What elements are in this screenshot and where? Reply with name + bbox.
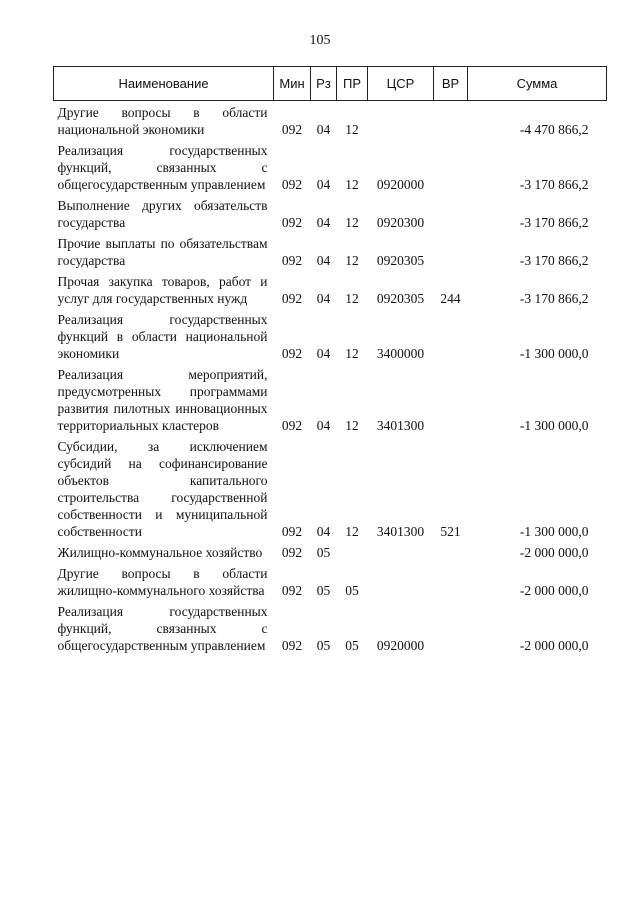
cell-pr: 12: [345, 122, 359, 137]
cell-min: 092: [281, 177, 303, 192]
cell-pr: 12: [345, 215, 359, 230]
cell-csr: [368, 101, 434, 143]
table-row: [54, 311, 607, 366]
cell-min: 092: [281, 291, 303, 306]
cell-rz: 04: [316, 253, 331, 268]
cell-rz: 05: [316, 545, 331, 560]
cell-rz: 05: [316, 638, 331, 653]
cell-name: Прочая закупка товаров, работ и услуг для государственных нужд: [57, 274, 268, 306]
cell-pr: 12: [345, 177, 359, 192]
cell-csr: [368, 565, 434, 603]
cell-name: Реализация государственных функций, связанных с общегосударственным управлением: [57, 604, 268, 653]
cell-sum: -3 170 866,2: [519, 215, 589, 230]
cell-pr: 12: [345, 291, 359, 306]
cell-vr: [434, 603, 468, 658]
cell-vr: 521: [440, 524, 461, 539]
header-sum: Сумма: [468, 67, 607, 101]
cell-csr: 3400000: [376, 346, 425, 361]
cell-vr: [434, 565, 468, 603]
header-pr: ПР: [337, 67, 368, 101]
cell-csr: 0920300: [376, 215, 425, 230]
cell-sum: -2 000 000,0: [519, 638, 589, 653]
cell-rz: 04: [316, 177, 331, 192]
cell-name: Реализация мероприятий, предусмотренных программами развития пилотных инновационных территориальных кластеров: [57, 367, 268, 433]
cell-name: Реализация государственных функций в области национальной экономики: [57, 312, 268, 361]
cell-rz: 04: [316, 418, 331, 433]
header-csr: ЦСР: [368, 67, 434, 101]
cell-sum: -1 300 000,0: [519, 346, 589, 361]
table-body: [54, 101, 607, 659]
cell-name: Реализация государственных функций, связанных с общегосударственным управлением: [57, 143, 268, 192]
cell-rz: 04: [316, 122, 331, 137]
cell-sum: -3 170 866,2: [519, 253, 589, 268]
table-row: [54, 565, 607, 603]
budget-table: [53, 66, 607, 658]
header-vr: ВР: [434, 67, 468, 101]
cell-vr: [434, 366, 468, 438]
header-name: Наименование: [54, 67, 274, 101]
cell-vr: [434, 101, 468, 143]
cell-pr: 12: [345, 524, 359, 539]
cell-csr: 3401300: [376, 524, 425, 539]
cell-name: Прочие выплаты по обязательствам государства: [57, 236, 268, 268]
cell-sum: -4 470 866,2: [519, 122, 589, 137]
cell-rz: 04: [316, 346, 331, 361]
cell-min: 092: [281, 122, 303, 137]
cell-csr: 3401300: [376, 418, 425, 433]
cell-name: Выполнение других обязательств государства: [57, 198, 268, 230]
cell-pr: 12: [345, 418, 359, 433]
page-number: 105: [309, 33, 331, 48]
cell-name: Другие вопросы в области национальной экономики: [57, 105, 268, 137]
table-row: [54, 603, 607, 658]
table-row: [54, 366, 607, 438]
cell-csr: 0920000: [376, 638, 425, 653]
cell-csr: 0920305: [376, 291, 425, 306]
cell-name: Жилищно-коммунальное хозяйство: [57, 545, 263, 560]
cell-name: Субсидии, за исключением субсидий на софинансирование объектов капитального строительства государственной собственности и муниципальной собственности: [57, 439, 268, 539]
table-row: [54, 142, 607, 197]
cell-vr: [434, 142, 468, 197]
cell-min: 092: [281, 346, 303, 361]
table-row: [54, 235, 607, 273]
cell-name: Другие вопросы в области жилищно-коммунального хозяйства: [57, 566, 268, 598]
cell-min: 092: [281, 253, 303, 268]
table-row: [54, 544, 607, 565]
cell-min: 092: [281, 418, 303, 433]
cell-sum: -2 000 000,0: [519, 545, 589, 560]
table-row: [54, 101, 607, 143]
cell-min: 092: [281, 215, 303, 230]
cell-min: 092: [281, 524, 303, 539]
header-min: Мин: [274, 67, 311, 101]
cell-csr: 0920000: [376, 177, 425, 192]
cell-min: 092: [281, 583, 303, 598]
cell-pr: 05: [345, 638, 359, 653]
cell-pr: [337, 544, 368, 565]
cell-vr: [434, 311, 468, 366]
cell-rz: 04: [316, 291, 331, 306]
cell-vr: [434, 197, 468, 235]
cell-pr: 12: [345, 346, 359, 361]
table-header: [54, 67, 607, 101]
cell-vr: [434, 235, 468, 273]
cell-vr: [434, 544, 468, 565]
cell-rz: 04: [316, 524, 331, 539]
cell-csr: 0920305: [376, 253, 425, 268]
cell-rz: 05: [316, 583, 331, 598]
table-row: [54, 273, 607, 311]
cell-pr: 12: [345, 253, 359, 268]
cell-pr: 05: [345, 583, 359, 598]
cell-sum: -2 000 000,0: [519, 583, 589, 598]
header-rz: Рз: [311, 67, 337, 101]
cell-sum: -3 170 866,2: [519, 177, 589, 192]
cell-min: 092: [281, 638, 303, 653]
table-row: [54, 197, 607, 235]
cell-csr: [368, 544, 434, 565]
cell-min: 092: [281, 545, 303, 560]
cell-vr: 244: [440, 291, 461, 306]
table-row: [54, 438, 607, 544]
cell-sum: -1 300 000,0: [519, 524, 589, 539]
cell-sum: -1 300 000,0: [519, 418, 589, 433]
cell-sum: -3 170 866,2: [519, 291, 589, 306]
cell-rz: 04: [316, 215, 331, 230]
